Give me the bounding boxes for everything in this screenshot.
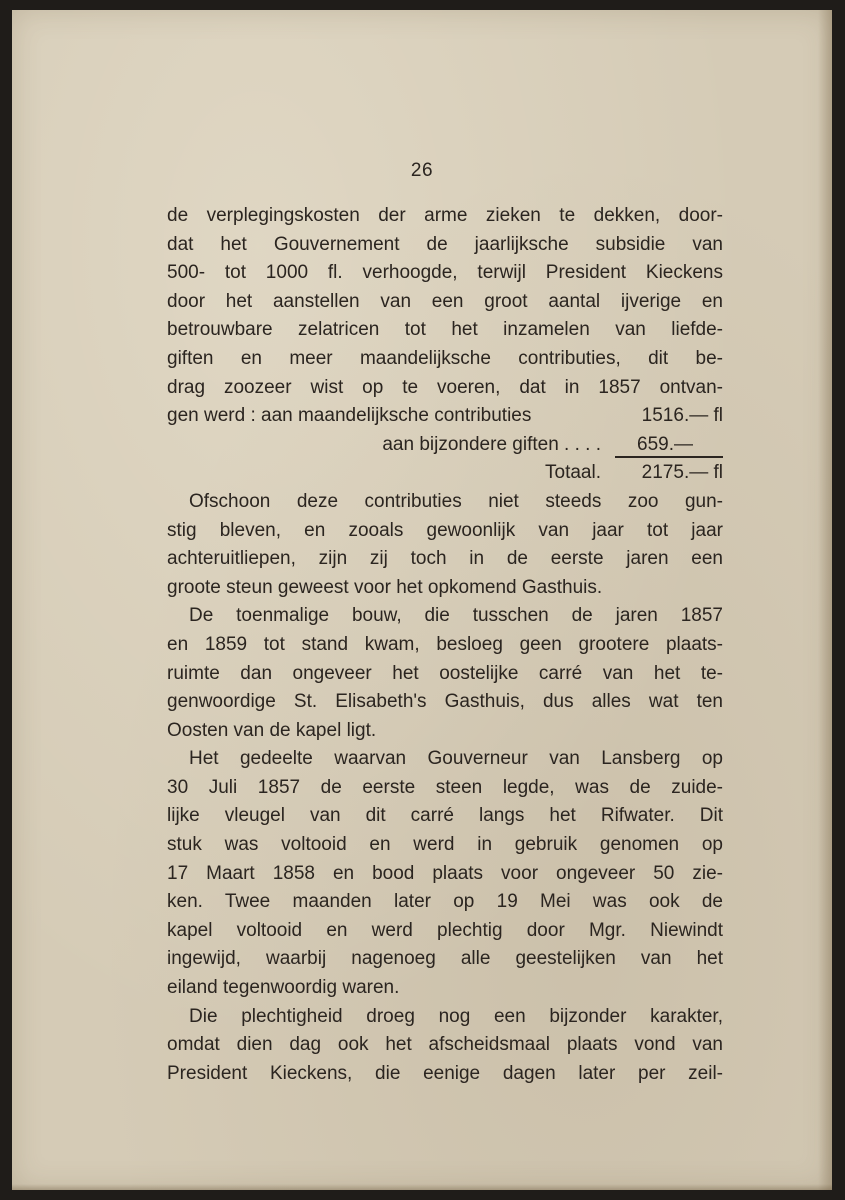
text-line: achteruitliepen, zijn zij toch in de eerste jaren een	[167, 548, 723, 570]
text-line: kapel voltooid en werd plechtig door Mgr. Niewindt	[167, 919, 723, 941]
text-line: lijke vleugel van dit carré langs het Rifwater. Dit	[167, 805, 723, 827]
ledger-label: aan bijzondere giften . . . .	[382, 433, 601, 455]
ledger-value: 659.—	[615, 431, 723, 458]
ledger-total-label: Totaal.	[545, 462, 601, 484]
text-line: en 1859 tot stand kwam, besloeg geen grootere plaats-	[167, 633, 723, 655]
text-line: drag zoozeer wist op te voeren, dat in 1857 ontvan-	[167, 376, 723, 398]
page-number: 26	[410, 160, 434, 181]
book-page	[12, 10, 832, 1190]
ledger-label: gen werd : aan maandelijksche contributies	[167, 405, 532, 427]
text-line: dat het Gouvernement de jaarlijksche subsidie van	[167, 233, 723, 255]
text-line: betrouwbare zelatricen tot het inzamelen van liefde-	[167, 319, 723, 341]
text-line: door het aanstellen van een groot aantal ijverige en	[167, 290, 723, 312]
text-line: ruimte dan ongeveer het oostelijke carré van het te-	[167, 662, 723, 684]
text-line: Oosten van de kapel ligt.	[167, 719, 377, 741]
text-line: omdat dien dag ook het afscheidsmaal plaats vond van	[167, 1034, 723, 1056]
text-line: ken. Twee maanden later op 19 Mei was ook de	[167, 891, 723, 913]
text-line: de verplegingskosten der arme zieken te dekken, door-	[167, 205, 723, 226]
ledger-total-value: 2175.— fl	[641, 462, 723, 484]
ledger-row-contributions	[167, 402, 723, 431]
ledger-row-gifts	[167, 431, 723, 460]
text-line: President Kieckens, die eenige dagen later per zeil-	[167, 1062, 723, 1084]
text-line: Ofschoon deze contributies niet steeds zoo gun-	[189, 490, 723, 512]
text-line: ingewijd, waarbij nagenoeg alle geestelijken van het	[167, 948, 723, 970]
text-line: 17 Maart 1858 en bood plaats voor ongeveer 50 zie-	[167, 862, 723, 884]
text-line: genwoordige St. Elisabeth's Gasthuis, dus alles wat ten	[167, 691, 723, 713]
text-line: 500- tot 1000 fl. verhoogde, terwijl President Kieckens	[167, 262, 723, 284]
text-line: groote steun geweest voor het opkomend Gasthuis.	[167, 576, 603, 598]
ledger-value: 1516.— fl	[641, 405, 723, 427]
text-line: De toenmalige bouw, die tusschen de jaren 1857	[189, 605, 723, 627]
ledger-row-total	[167, 459, 723, 488]
text-line: giften en meer maandelijksche contributies, dit be-	[167, 347, 723, 369]
text-line: eiland tegenwoordig waren.	[167, 977, 400, 999]
page-edge-shadow	[818, 10, 832, 1190]
text-line: Die plechtigheid droeg nog een bijzonder karakter,	[189, 1005, 723, 1027]
text-line: Het gedeelte waarvan Gouverneur van Lansberg op	[189, 748, 723, 770]
body-text	[167, 202, 723, 1088]
text-line: stig bleven, en zooals gewoonlijk van jaar tot jaar	[167, 519, 723, 541]
text-line: stuk was voltooid en werd in gebruik genomen op	[167, 834, 723, 856]
page-bottom-edge	[12, 1184, 832, 1190]
text-line: 30 Juli 1857 de eerste steen legde, was de zuide-	[167, 776, 723, 798]
